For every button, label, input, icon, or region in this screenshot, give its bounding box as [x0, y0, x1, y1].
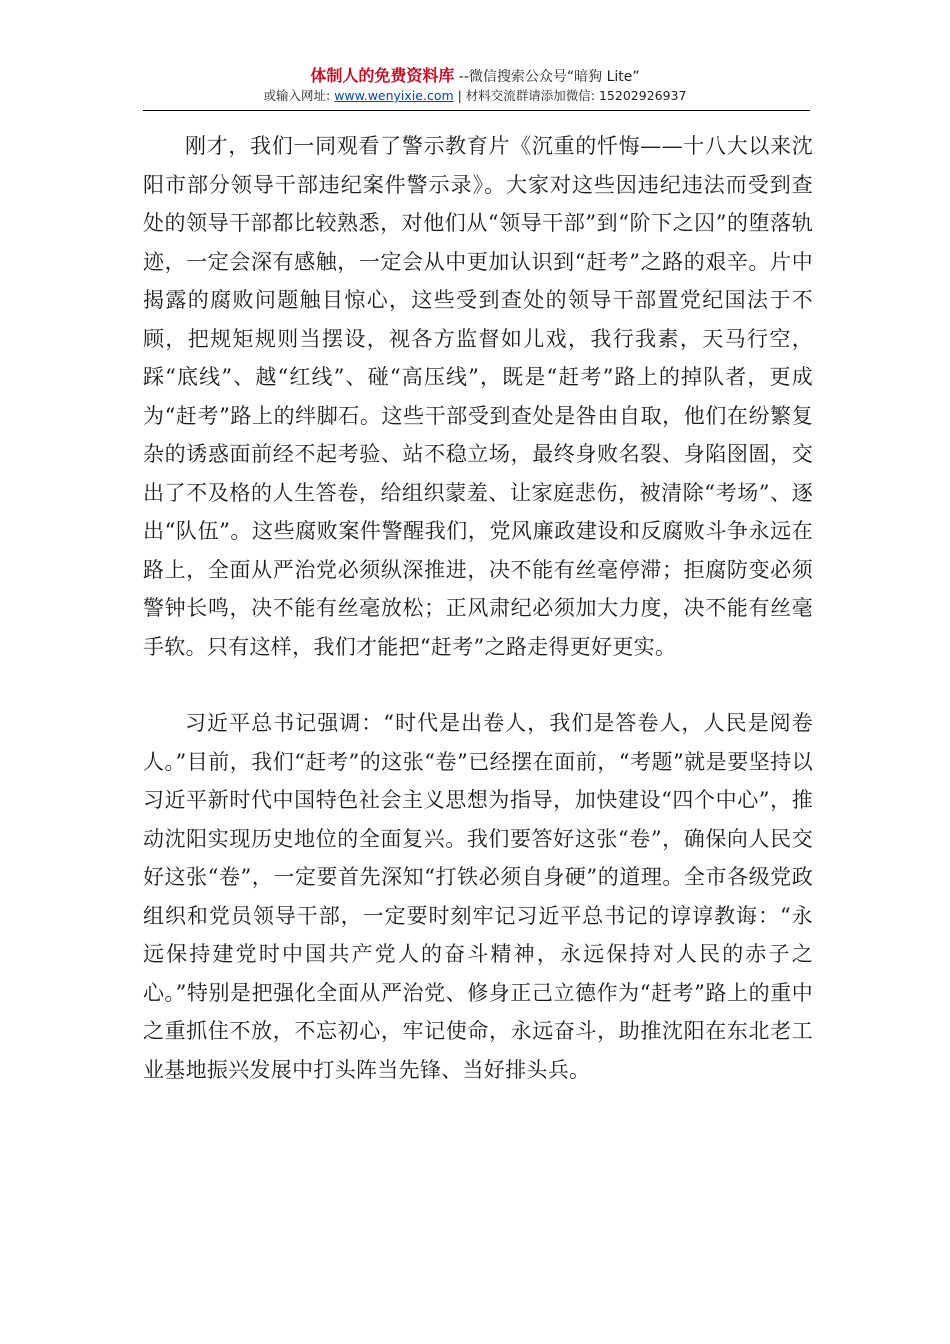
header-brand: 体制人的免费资料库	[310, 66, 455, 85]
paragraph-2: 习近平总书记强调：“时代是出卷人，我们是答卷人，人民是阅卷人。”目前，我们“赶考”的这张“卷”已经摆在面前，“考题”就是要坚持以习近平新时代中国特色社会主义思想为指导，加快建设“四个中心”，推动沈阳实现历史地位的全面复兴。我们要答好这张“卷”，确保向人民交好这张“卷”，一定要首先深知“打铁必须自身硬”的道理。全市各级党政组织和党员领导干部，一定要时刻牢记习近平总书记的谆谆教诲：“永远保持建党时中国共产党人的奋斗精神，永远保持对人民的赤子之心。”特别是把强化全面从严治党、修身正己立德作为“赶考”路上的重中之重抓住不放，不忘初心，牢记使命，永远奋斗，助推沈阳在东北老工业基地振兴发展中打头阵当先锋、当好排头兵。	[143, 711, 813, 1082]
document-body	[143, 127, 813, 1089]
header-contact: | 材料交流群请添加微信: 15202926937	[453, 88, 687, 103]
header-url-prefix: 或输入网址:	[263, 88, 335, 103]
paragraph-1: 刚才，我们一同观看了警示教育片《沉重的忏悔——十八大以来沈阳市部分领导干部违纪案件警示录》。大家对这些因违纪违法而受到查处的领导干部都比较熟悉，对他们从“领导干部”到“阶下之囚”的堕落轨迹，一定会深有感触，一定会从中更加认识到“赶考”之路的艰辛。片中揭露的腐败问题触目惊心，这些受到查处的领导干部置党纪国法于不顾，把规矩规则当摆设，视各方监督如儿戏，我行我素，天马行空，踩“底线”、越“红线”、碰“高压线”，既是“赶考”路上的掉队者，更成为“赶考”路上的绊脚石。这些干部受到查处是咎由自取，他们在纷繁复杂的诱惑面前经不起考验、站不稳立场，最终身败名裂、身陷囹圄，交出了不及格的人生答卷，给组织蒙羞、让家庭悲伤，被清除“考场”、逐出“队伍”。这些腐败案件警醒我们，党风廉政建设和反腐败斗争永远在路上，全面从严治党必须纵深推进，决不能有丝毫停滞；拒腐防变必须警钟长鸣，决不能有丝毫放松；正风肃纪必须加大力度，决不能有丝毫手软。只有这样，我们才能把“赶考”之路走得更好更实。	[143, 134, 813, 659]
header-url-link[interactable]: www.wenyixie.com	[334, 88, 454, 103]
header-banner	[0, 66, 950, 87]
header-tagline: --微信搜索公众号“暗狗 Lite”	[454, 69, 640, 85]
header-divider	[143, 110, 810, 111]
page-header	[0, 66, 950, 105]
header-contact-line	[0, 87, 950, 105]
